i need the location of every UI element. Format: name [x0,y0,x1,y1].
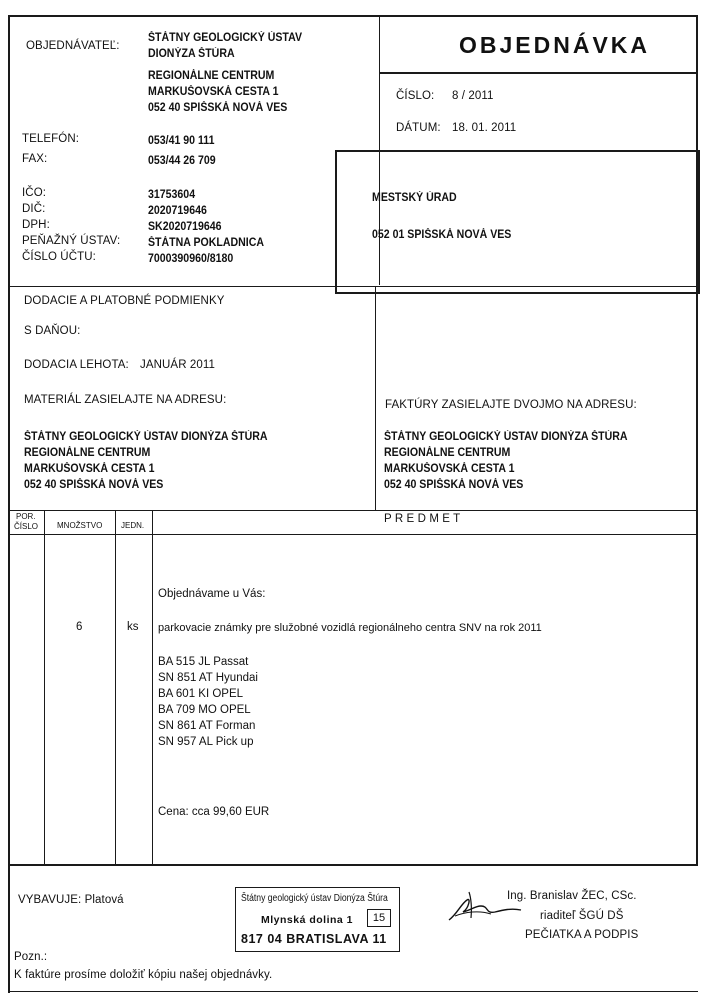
col-header-subject: P R E D M E T [384,513,461,525]
ico-label: IČO: [22,187,47,199]
note-label: Pozn.: [14,951,48,963]
vehicle-6: SN 957 AL Pick up [158,736,254,748]
delivery-value: JANUÁR 2011 [140,359,216,371]
recipient-line-2: 052 01 SPIŠSKÁ NOVÁ VES [372,229,512,241]
divider-table-top [8,510,698,511]
material-heading: MATERIÁL ZASIELAJTE NA ADRESU: [24,394,227,406]
material-address-line-3: MARKUŠOVSKÁ CESTA 1 [24,463,155,475]
vehicle-1: BA 515 JL Passat [158,656,249,668]
fax-value: 053/44 26 709 [148,155,216,167]
divider-terms-vertical [375,286,376,511]
frame-left [8,15,10,993]
orderer-name-line-1: ŠTÁTNY GEOLOGICKÝ ÚSTAV [148,32,303,44]
order-date: 18. 01. 2011 [452,122,517,134]
dic-label: DIČ: [22,203,46,215]
orderer-label: OBJEDNÁVATEĽ: [26,40,120,52]
divider-table-header [8,534,698,535]
item-price: Cena: cca 99,60 EUR [158,806,270,818]
ico-value: 31753604 [148,189,196,201]
stamp-line-1: Štátny geologický ústav Dionýza Štúra [241,893,388,904]
invoice-address-line-4: 052 40 SPIŠSKÁ NOVÁ VES [384,479,524,491]
material-address-line-2: REGIONÁLNE CENTRUM [24,447,151,459]
invoice-address-line-1: ŠTÁTNY GEOLOGICKÝ ÚSTAV DIONÝZA ŠTÚRA [384,431,628,443]
vehicle-2: SN 851 AT Hyundai [158,672,258,684]
phone-label: TELEFÓN: [22,133,80,145]
signer-name: Ing. Branislav ŽEC, CSc. [507,890,637,902]
divider-title-bottom [379,72,696,74]
invoice-heading: FAKTÚRY ZASIELAJTE DVOJMO NA ADRESU: [385,399,637,411]
tax-label: S DAŇOU: [24,325,81,337]
handled-by: VYBAVUJE: Platová [18,894,124,906]
col-header-unit: JEDN. [121,521,145,530]
invoice-address-line-3: MARKUŠOVSKÁ CESTA 1 [384,463,515,475]
vehicle-3: BA 601 KI OPEL [158,688,244,700]
note-text: K faktúre prosíme doložiť kópiu našej objednávky. [14,969,273,981]
order-number: 8 / 2011 [452,90,494,102]
account-value: 7000390960/8180 [148,253,234,265]
recipient-line-1: MESTSKÝ ÚRAD [372,192,457,204]
document-title: OBJEDNÁVKA [459,32,651,58]
stamp-number: 15 [367,909,391,927]
orderer-name-line-5: 052 40 SPIŠSKÁ NOVÁ VES [148,102,288,114]
divider-col-2 [115,510,116,865]
stamp-line-2: Mlynská dolina 1 [261,914,354,926]
dic-value: 2020719646 [148,205,207,217]
recipient-box [335,150,700,294]
vehicle-5: SN 861 AT Forman [158,720,256,732]
divider-footer-top [8,864,698,866]
fax-label: FAX: [22,153,48,165]
orderer-name-line-4: MARKUŠOVSKÁ CESTA 1 [148,86,279,98]
divider-col-3 [152,510,153,865]
signature-label: PEČIATKA A PODPIS [525,929,639,941]
stamp-line-3: 817 04 BRATISLAVA 11 [241,932,387,946]
frame-top [8,15,698,17]
delivery-label: DODACIA LEHOTA: [24,359,129,371]
item-unit: ks [127,621,139,633]
invoice-address-line-2: REGIONÁLNE CENTRUM [384,447,511,459]
material-address-line-1: ŠTÁTNY GEOLOGICKÝ ÚSTAV DIONÝZA ŠTÚRA [24,431,268,443]
col-header-number-1: POR. [16,512,36,521]
official-stamp [235,887,400,952]
terms-heading: DODACIE A PLATOBNÉ PODMIENKY [24,295,225,307]
divider-col-1 [44,510,45,865]
order-date-label: DÁTUM: [396,122,441,134]
frame-right [696,15,698,865]
phone-value: 053/41 90 111 [148,135,215,147]
vehicle-4: BA 709 MO OPEL [158,704,251,716]
frame-bottom [8,991,698,992]
col-header-quantity: MNOŽSTVO [57,521,103,530]
signer-title: riaditeľ ŠGÚ DŠ [540,910,624,922]
bank-label: PEŇAŽNÝ ÚSTAV: [22,235,121,247]
dph-label: DPH: [22,219,50,231]
material-address-line-4: 052 40 SPIŠSKÁ NOVÁ VES [24,479,164,491]
item-intro: Objednávame u Vás: [158,588,266,600]
account-label: ČÍSLO ÚČTU: [22,251,96,263]
dph-value: SK2020719646 [148,221,222,233]
orderer-name-line-3: REGIONÁLNE CENTRUM [148,70,275,82]
item-description: parkovacie známky pre služobné vozidlá regionálneho centra SNV na rok 2011 [158,622,542,634]
item-quantity: 6 [76,621,83,633]
bank-value: ŠTÁTNA POKLADNICA [148,237,264,249]
order-number-label: ČÍSLO: [396,90,435,102]
orderer-name-line-2: DIONÝZA ŠTÚRA [148,48,235,60]
col-header-number-2: ČÍSLO [14,522,39,531]
